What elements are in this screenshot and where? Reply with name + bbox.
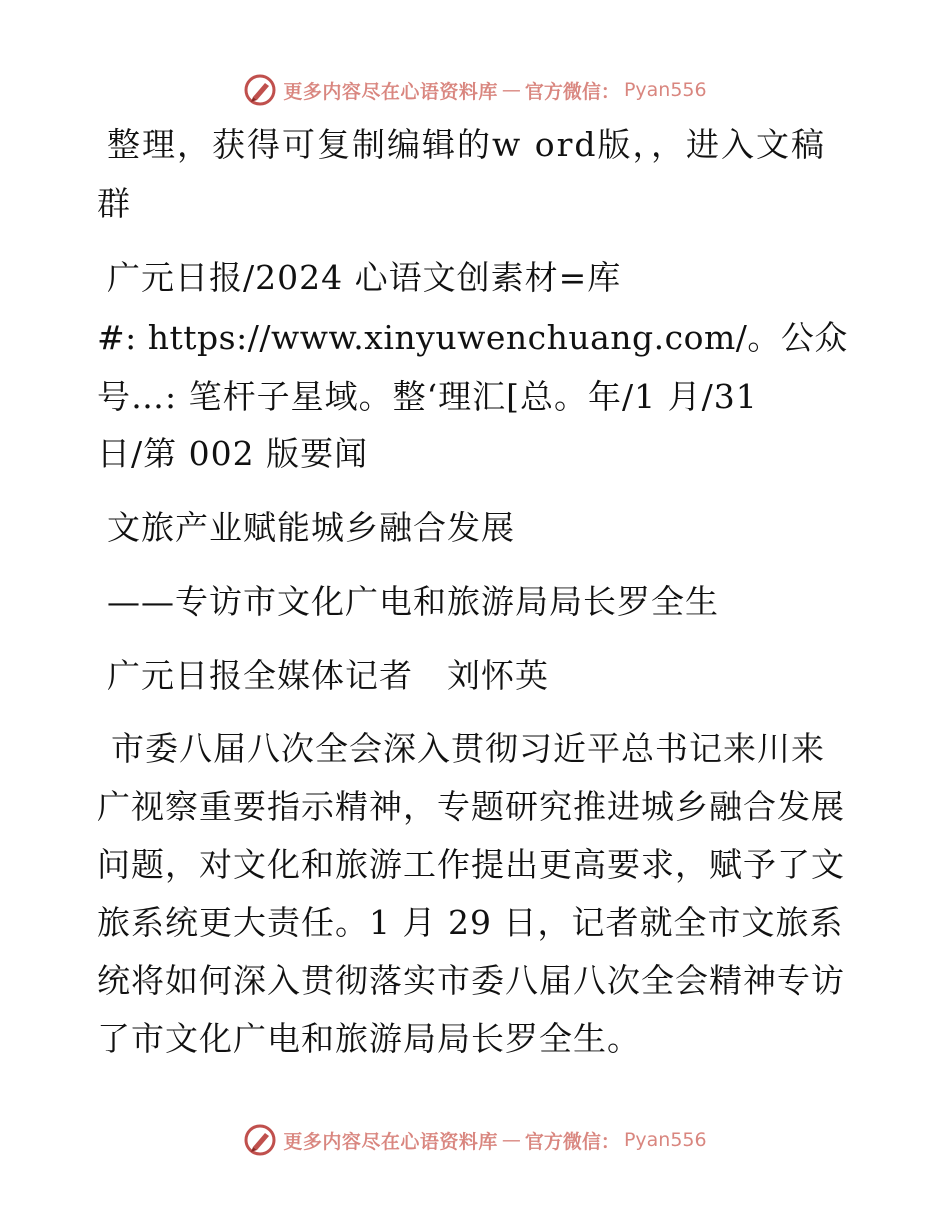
source-line: 广元日报/2024 心语文创素材=库 bbox=[107, 258, 622, 297]
website-line: #: https://www.xinyuwenchuang.com/。公众 bbox=[97, 318, 848, 357]
article-headline: 文旅产业赋能城乡融合发展 bbox=[107, 508, 515, 547]
footer-banner[interactable] bbox=[0, 1120, 950, 1160]
date-line: 日/第 002 版要闻 bbox=[97, 434, 369, 473]
pen-logo-icon bbox=[243, 1123, 277, 1157]
banner-wechat-id: Pyan556 bbox=[623, 79, 707, 101]
banner-dash: — bbox=[501, 1129, 521, 1151]
banner-dash: — bbox=[501, 79, 521, 101]
banner-main-text: 更多内容尽在心语资料库 bbox=[283, 80, 498, 103]
pen-logo-icon bbox=[243, 73, 277, 107]
article-body-paragraph: 市委八届八次全会深入贯彻习近平总书记来川来广视察重要指示精神，专题研究推进城乡融合发展问题，对文化和旅游工作提出更高要求，赋予了文旅系统更大责任。1 月 29 日，记者就全市文旅系统将如何深入贯彻落实市委八届八次全会精神专访了市文化广电和旅游局局长罗全生。 bbox=[97, 729, 845, 1058]
article-byline: 广元日报全媒体记者 刘怀英 bbox=[107, 656, 549, 695]
intro-line-2: 群 bbox=[97, 184, 130, 223]
intro-line-1: 整理，获得可复制编辑的w ord版，，进入文稿 bbox=[107, 125, 827, 164]
banner-wechat-label: 官方微信： bbox=[524, 80, 620, 103]
banner-wechat-label: 官方微信： bbox=[524, 1130, 620, 1153]
wechat-line: 号…: 笔杆子星域。整‘理汇[总。年/1 月/31 bbox=[97, 377, 758, 416]
article-subheadline: ——专访市文化广电和旅游局局长罗全生 bbox=[107, 582, 719, 621]
header-banner[interactable] bbox=[0, 70, 950, 110]
banner-main-text: 更多内容尽在心语资料库 bbox=[283, 1130, 498, 1153]
banner-wechat-id: Pyan556 bbox=[623, 1129, 707, 1151]
